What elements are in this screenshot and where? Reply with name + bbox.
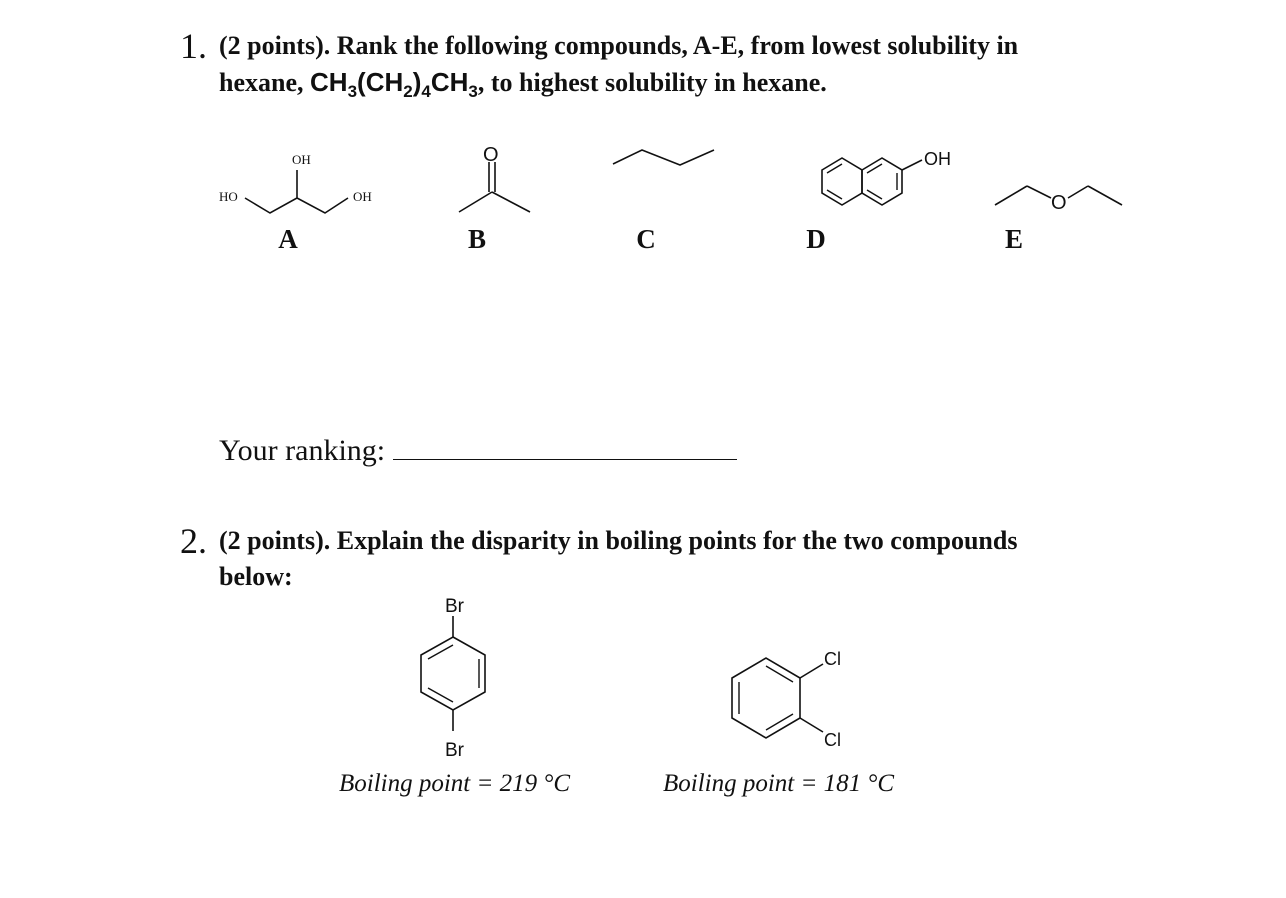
compound-b-label: B: [467, 224, 486, 254]
formula-subscript: 3: [468, 82, 478, 101]
left-boiling-point: Boiling point = 219 °C: [339, 770, 571, 797]
compound-a-structure: [210, 145, 390, 225]
question-1-line-2: [219, 64, 1018, 101]
compound-e-label: E: [1004, 224, 1023, 254]
formula-subscript: 2: [403, 82, 413, 101]
formula-subscript: 3: [347, 82, 358, 101]
atom-label: OH: [292, 152, 311, 167]
formula-subscript: 4: [421, 82, 431, 101]
question-1-line-1: (2 points). Rank the following compounds, A-E, from lowest solubility in: [219, 31, 1019, 60]
question-1-number: 1.: [180, 26, 207, 66]
question-1-line-2-start: hexane,: [219, 68, 310, 97]
p-dibromobenzene-structure: [400, 590, 520, 770]
atom-label: HO: [219, 189, 238, 204]
question-2-number: 2.: [180, 521, 207, 561]
atom-label: OH: [924, 149, 951, 169]
atom-label: O: [1051, 192, 1067, 214]
right-boiling-point: Boiling point = 181 °C: [663, 770, 895, 797]
hexane-formula: [310, 67, 478, 101]
ranking-label: Your ranking:: [219, 434, 386, 467]
formula-part: ): [412, 67, 422, 97]
compound-d-structure: [810, 140, 970, 220]
question-2-line-2: below:: [219, 562, 293, 591]
question-1-prompt: [219, 28, 1018, 101]
atom-label: Cl: [824, 649, 841, 669]
atom-label: Cl: [824, 730, 841, 750]
formula-part: CH: [430, 67, 469, 97]
compound-a-label: A: [278, 224, 298, 254]
compound-c-label: C: [636, 224, 656, 254]
compound-c-structure: [605, 140, 725, 180]
ranking-answer-blank[interactable]: [393, 439, 737, 460]
question-2-line-1: (2 points). Explain the disparity in boiling points for the two compounds: [219, 526, 1018, 555]
formula-part: (CH: [357, 67, 404, 97]
atom-label: O: [483, 144, 499, 166]
compound-d-label: D: [806, 224, 826, 254]
question-1-line-2-end: , to highest solubility in hexane.: [477, 68, 827, 97]
atom-label: OH: [353, 189, 372, 204]
compound-b-structure: [445, 140, 545, 220]
atom-label: Br: [445, 740, 464, 761]
atom-label: Br: [445, 596, 464, 617]
formula-part: CH: [310, 67, 348, 97]
o-dichlorobenzene-structure: [720, 640, 880, 760]
question-2-prompt: [219, 523, 1017, 595]
ranking-row: [219, 434, 737, 468]
